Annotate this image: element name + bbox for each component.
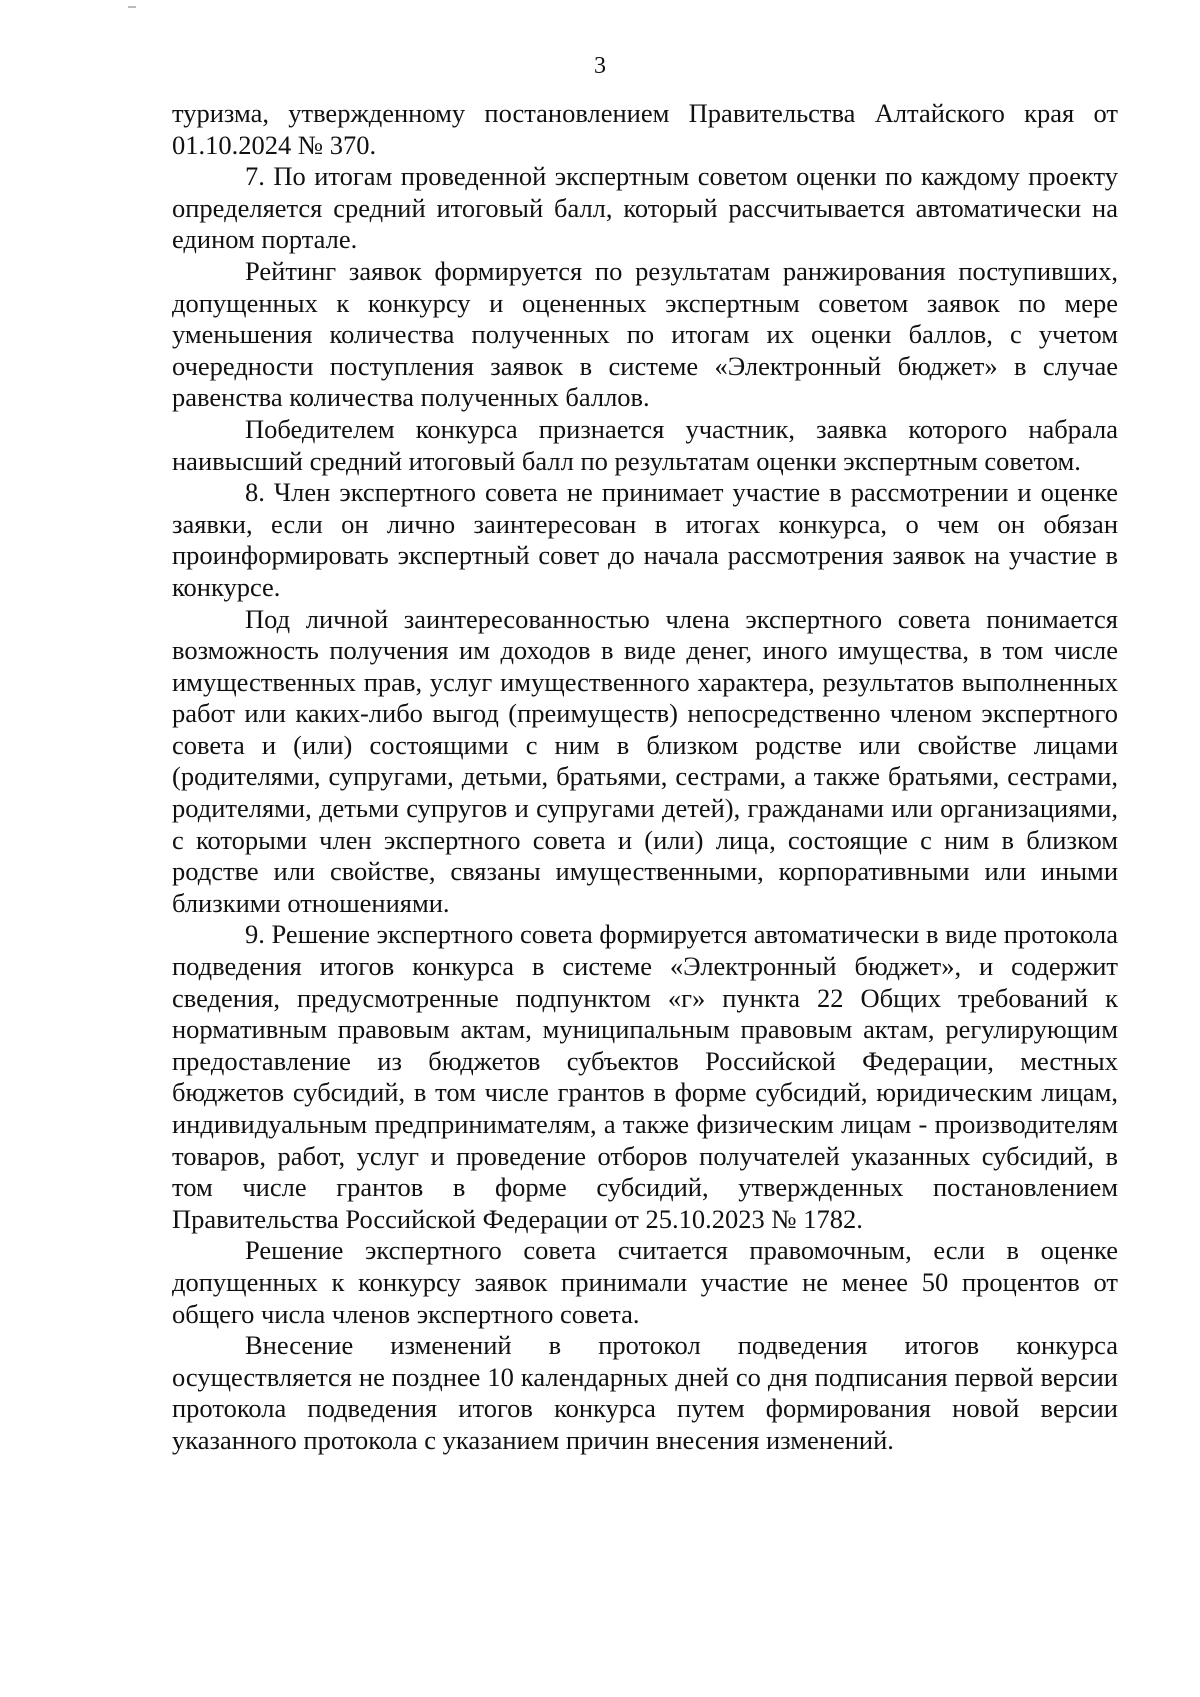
paragraph-winner: Победителем конкурса признается участник, заявка которого набрала наивысший средний итоговый балл по результатам оценки экспертным советом. xyxy=(172,413,1118,476)
paragraph-continuation: туризма, утвержденному постановлением Правительства Алтайского края от 01.10.2024 № 370. xyxy=(172,98,1118,160)
scan-artifact xyxy=(128,6,136,8)
paragraph-item-9: 9. Решение экспертного совета формируется автоматически в виде протокола подведения итогов конкурса в системе «Электронный бюджет», и содержит сведения, предусмотренные подпунктом «г» пункта 22 Общих требований к нормативным правовым актам, муниципальным правовым актам, регулирующим предоставление из бюджетов субъектов Российской Федерации, местных бюджетов субсидий, в том числе грантов в форме субсидий, юридическим лицам, индивидуальным предпринимателям, а также физическим лицам - производителям товаров, работ, услуг и проведение отборов получателей указанных субсидий, в том числе грантов в форме субсидий, утвержденных постановлением Правительства Российской Федерации от 25.10.2023 № 1782. xyxy=(172,919,1118,1234)
paragraph-item-7: 7. По итогам проведенной экспертным советом оценки по каждому проекту определяется средний итоговый балл, который рассчитывается автоматически на едином портале. xyxy=(172,161,1118,255)
page-number: 3 xyxy=(594,53,606,79)
document-body xyxy=(172,98,1118,1457)
paragraph-item-8: 8. Член экспертного совета не принимает участие в рассмотрении и оценке заявки, если он лично заинтересован в итогах конкурса, о чем он обязан проинформировать экспертный совет до начала рассмотрения заявок на участие в конкурсе. xyxy=(172,477,1118,602)
paragraph-rating: Рейтинг заявок формируется по результатам ранжирования поступивших, допущенных к конкурсу и оцененных экспертным советом заявок по мере уменьшения количества полученных по итогам их оценки баллов, с учетом очередности поступления заявок в системе «Электронный бюджет» в случае равенства количества полученных баллов. xyxy=(172,255,1118,413)
paragraph-personal-interest: Под личной заинтересованностью члена экспертного совета понимается возможность получения им доходов в виде денег, иного имущества, в том числе имущественных прав, услуг имущественного характера, результатов выполненных работ или каких-либо выгод (преимуществ) непосредственно членом экспертного совета и (или) состоящими с ним в близком родстве или свойстве лицами (родителями, супругами, детьми, братьями, сестрами, а также братьями, сестрами, родителями, детьми супругов и супругами детей), гражданами или организациями, с которыми член экспертного совета и (или) лица, состоящие с ним в близком родстве или свойстве, связаны имущественными, корпоративными или иными близкими отношениями. xyxy=(172,603,1118,918)
paragraph-quorum: Решение экспертного совета считается правомочным, если в оценке допущенных к конкурсу заявок принимали участие не менее 50 процентов от общего числа членов экспертного совета. xyxy=(172,1235,1118,1329)
paragraph-protocol-changes: Внесение изменений в протокол подведения итогов конкурса осуществляется не позднее 10 календарных дней со дня подписания первой версии протокола подведения итогов конкурса путем формирования новой версии указанного протокола с указанием причин внесения изменений. xyxy=(172,1330,1118,1455)
